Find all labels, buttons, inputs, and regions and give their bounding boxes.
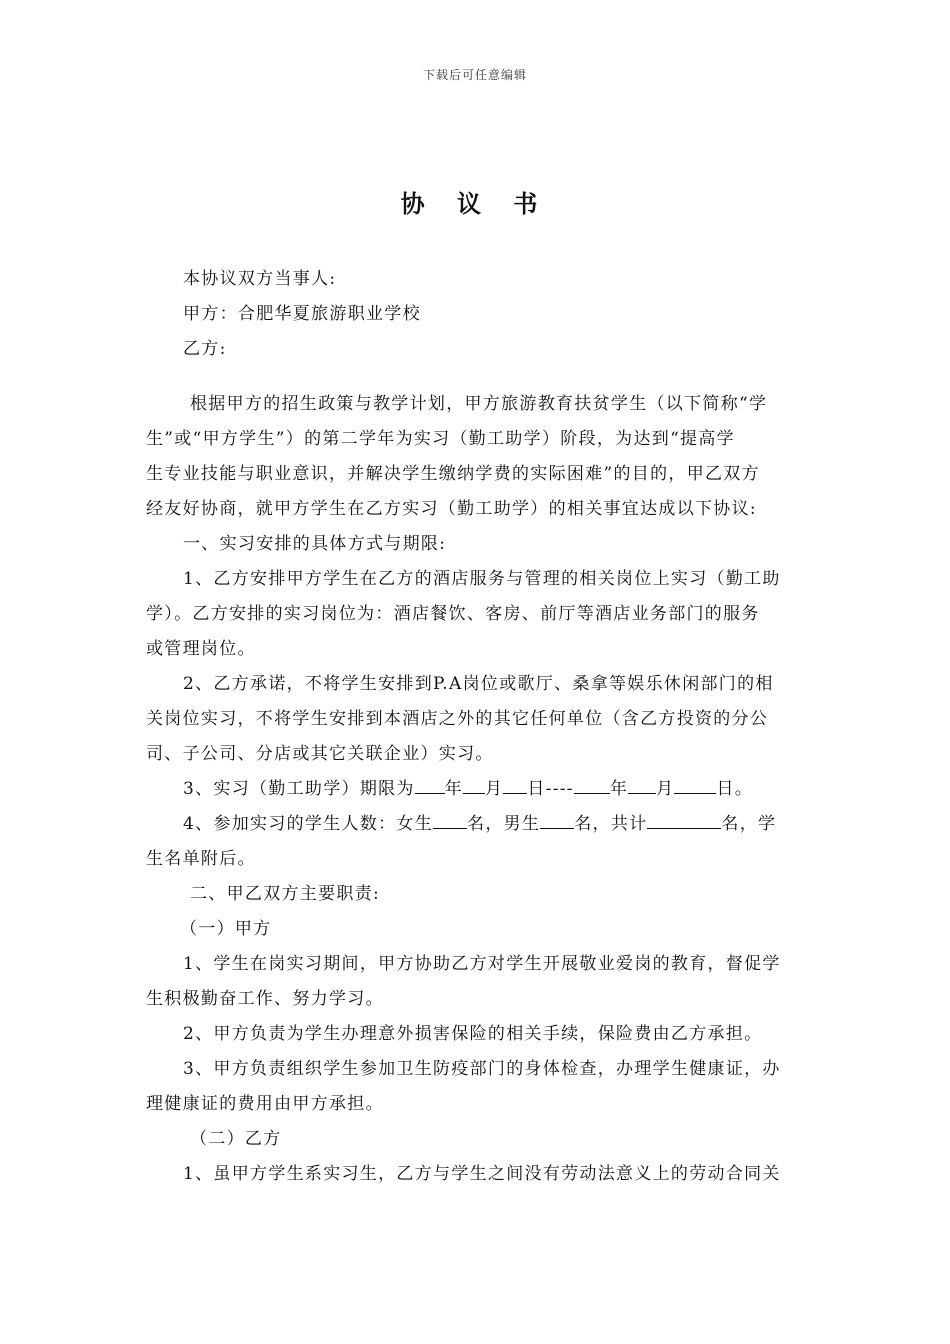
female-unit: 名，男生 [467,814,541,834]
preamble-line-2: 生”或“甲方学生”）的第二学年为实习（勤工助学）阶段，为达到“提高学 [146,429,735,449]
party-a-duty-1-line-2: 生积极勤奋工作、努力学习。 [146,989,384,1009]
end-year-unit: 年 [609,779,629,799]
document-title: 协 议 书 [400,190,550,218]
parties-intro: 本协议双方当事人: [183,269,337,289]
preamble-line-1: 根据甲方的招生政策与教学计划，甲方旅游教育扶贫学生（以下简称“学 [190,394,768,414]
document-body [146,262,811,1192]
preamble-line-3: 生专业技能与职业意识，并解决学生缴纳学费的实际困难”的目的，甲乙双方 [146,464,760,484]
header-note: 下载后可任意编辑 [422,68,527,82]
end-month-unit: 月 [656,779,675,799]
start-month-unit: 月 [485,779,504,799]
total-count-blank[interactable] [647,811,721,829]
party-b-duties-heading: （二）乙方 [190,1129,282,1149]
start-year-unit: 年 [444,779,464,799]
party-a-duty-3-line-2: 理健康证的费用由甲方承担。 [146,1094,384,1114]
end-month-blank[interactable] [628,776,656,794]
section1-item3-period [146,772,811,807]
party-a-duty-2: 2、甲方负责为学生办理意外损害保险的相关手续，保险费由乙方承担。 [183,1024,763,1044]
male-unit: 名，共计 [574,814,648,834]
start-year-blank[interactable] [415,776,445,794]
section1-item4-continuation: 生名单附后。 [146,849,256,869]
count-prefix: 4、参加实习的学生人数：女生 [183,814,434,834]
section1-item1-line-3: 或管理岗位。 [146,639,256,659]
party-a-duty-3-line-1: 3、甲方负责组织学生参加卫生防疫部门的身体检查，办理学生健康证，办 [183,1059,781,1079]
paragraph-gap [146,367,811,387]
party-b-line: 乙方: [183,339,227,359]
female-count-blank[interactable] [433,811,467,829]
end-day-unit: 日。 [716,779,754,799]
section1-item1-line-1: 1、乙方安排甲方学生在乙方的酒店服务与管理的相关岗位上实习（勤工助 [183,569,781,589]
party-b-duty-1-line-1: 1、虽甲方学生系实习生，乙方与学生之间没有劳动法意义上的劳动合同关 [183,1164,781,1184]
section1-item4-count [146,807,811,842]
start-day-unit: 日---- [527,779,574,799]
section2-heading: 二、甲乙双方主要职责: [190,884,381,904]
section1-item1-line-2: 学）。乙方安排的实习岗位为：酒店餐饮、客房、前厅等酒店业务部门的服务 [146,604,760,624]
start-month-blank[interactable] [463,776,485,794]
male-count-blank[interactable] [540,811,574,829]
end-day-blank[interactable] [674,776,716,794]
section1-item2-line-1: 2、乙方承诺，不将学生安排到P.A岗位或歌厅、桑拿等娱乐休闲部门的相 [183,674,774,694]
party-a-duties-heading: （一）甲方 [180,919,272,939]
section1-heading: 一、实习安排的具体方式与期限: [183,534,447,554]
preamble-line-4: 经友好协商，就甲方学生在乙方实习（勤工助学）的相关事宜达成以下协议: [146,499,757,519]
party-a-duty-1-line-1: 1、学生在岗实习期间，甲方协助乙方对学生开展敬业爱岗的教育，督促学 [183,954,781,974]
start-day-blank[interactable] [503,776,527,794]
section1-item2-line-3: 司、子公司、分店或其它关联企业）实习。 [146,744,494,764]
end-year-blank[interactable] [574,776,610,794]
total-unit: 名，学 [721,814,777,834]
party-a-line: 甲方：合肥华夏旅游职业学校 [183,304,421,324]
section1-item2-line-2: 关岗位实习，不将学生安排到本酒店之外的其它任何单位（含乙方投资的分公 [146,709,769,729]
period-prefix: 3、实习（勤工助学）期限为 [183,779,415,799]
